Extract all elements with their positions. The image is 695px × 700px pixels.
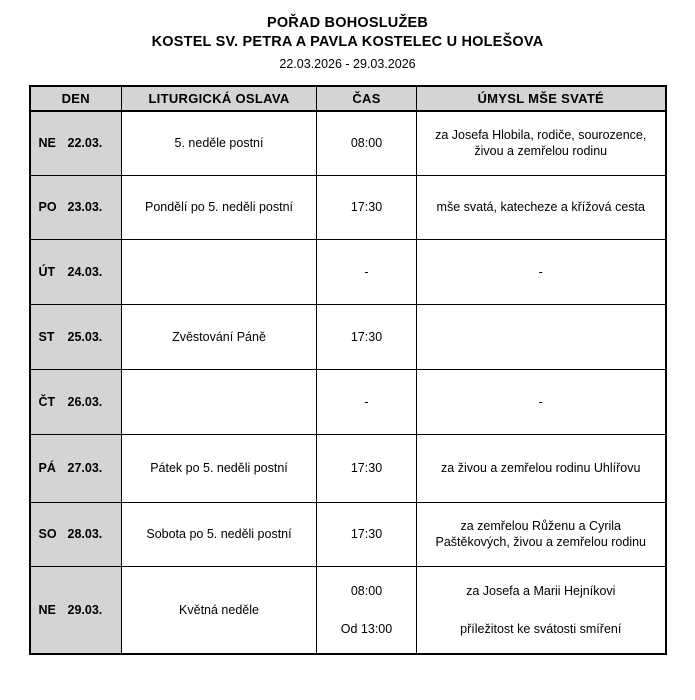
- cell-liturgy: [122, 369, 317, 434]
- table-header: [30, 86, 666, 111]
- cell-intention-secondary: příležitost ke svátosti smíření: [460, 621, 622, 636]
- cell-intention-primary: za Josefa a Marii Hejníkovi: [466, 583, 616, 598]
- day-date: 22.03.: [67, 136, 103, 151]
- table-row: [30, 434, 666, 502]
- day-of-week: ST: [38, 329, 55, 344]
- cell-time: [317, 566, 417, 654]
- table-body: [30, 111, 666, 654]
- table-row: [30, 111, 666, 175]
- cell-time: 17:30: [317, 175, 417, 239]
- cell-time: 17:30: [317, 502, 417, 566]
- cell-intention: [417, 566, 666, 654]
- cell-liturgy: Pondělí po 5. neděli postní: [122, 175, 317, 239]
- column-header-intention: ÚMYSL MŠE SVATÉ: [417, 86, 666, 111]
- cell-time: 17:30: [317, 434, 417, 502]
- cell-liturgy: Květná neděle: [122, 566, 317, 654]
- date-range: 22.03.2026 - 29.03.2026: [279, 57, 416, 71]
- document-header: [0, 0, 695, 74]
- day-of-week: ÚT: [38, 264, 56, 279]
- cell-day: [30, 502, 122, 566]
- day-of-week: PÁ: [38, 461, 56, 475]
- table-header-row: [30, 86, 666, 111]
- cell-intention: [417, 304, 666, 369]
- day-date: 27.03.: [67, 461, 103, 475]
- day-date: 28.03.: [67, 527, 103, 541]
- cell-day: [30, 239, 122, 304]
- column-header-day: DEN: [30, 86, 122, 111]
- cell-time-secondary: Od 13:00: [340, 621, 393, 636]
- day-date: 24.03.: [67, 264, 103, 279]
- cell-day: [30, 175, 122, 239]
- day-date: 25.03.: [67, 329, 103, 344]
- cell-time: -: [317, 369, 417, 434]
- cell-day: [30, 111, 122, 175]
- day-date: 29.03.: [67, 602, 103, 617]
- cell-liturgy: Pátek po 5. neděli postní: [122, 434, 317, 502]
- cell-intention: za Josefa Hlobila, rodiče, sourozence, živou a zemřelou rodinu: [417, 111, 666, 175]
- cell-intention: za živou a zemřelou rodinu Uhlířovu: [417, 434, 666, 502]
- schedule-table: [29, 85, 667, 655]
- table-row: [30, 566, 666, 654]
- title-line-1: POŘAD BOHOSLUŽEB: [266, 15, 429, 31]
- cell-time: 08:00: [317, 111, 417, 175]
- cell-liturgy: [122, 239, 317, 304]
- day-of-week: ČT: [38, 394, 56, 409]
- cell-day: [30, 369, 122, 434]
- day-date: 26.03.: [67, 394, 103, 409]
- cell-intention: mše svatá, katecheze a křížová cesta: [417, 175, 666, 239]
- cell-day: [30, 304, 122, 369]
- day-of-week: PO: [38, 200, 57, 214]
- cell-liturgy: 5. neděle postní: [122, 111, 317, 175]
- cell-liturgy: Sobota po 5. neděli postní: [122, 502, 317, 566]
- title-line-2: KOSTEL SV. PETRA A PAVLA KOSTELEC U HOLEŠOVA: [151, 34, 544, 50]
- cell-intention: -: [417, 239, 666, 304]
- cell-time: -: [317, 239, 417, 304]
- table-row: [30, 502, 666, 566]
- table-row: [30, 304, 666, 369]
- column-header-time: ČAS: [317, 86, 417, 111]
- day-date: 23.03.: [67, 200, 103, 214]
- cell-time: 17:30: [317, 304, 417, 369]
- cell-time-primary: 08:00: [350, 583, 383, 598]
- day-of-week: NE: [38, 136, 56, 151]
- day-of-week: NE: [38, 602, 56, 617]
- cell-day: [30, 434, 122, 502]
- cell-intention: za zemřelou Růženu a Cyrila Paštěkových, živou a zemřelou rodinu: [417, 502, 666, 566]
- cell-intention: -: [417, 369, 666, 434]
- column-header-liturgy: LITURGICKÁ OSLAVA: [122, 86, 317, 111]
- table-row: [30, 369, 666, 434]
- cell-day: [30, 566, 122, 654]
- table-row: [30, 239, 666, 304]
- day-of-week: SO: [38, 527, 57, 541]
- cell-liturgy: Zvěstování Páně: [122, 304, 317, 369]
- table-row: [30, 175, 666, 239]
- schedule-table-wrapper: [29, 85, 667, 655]
